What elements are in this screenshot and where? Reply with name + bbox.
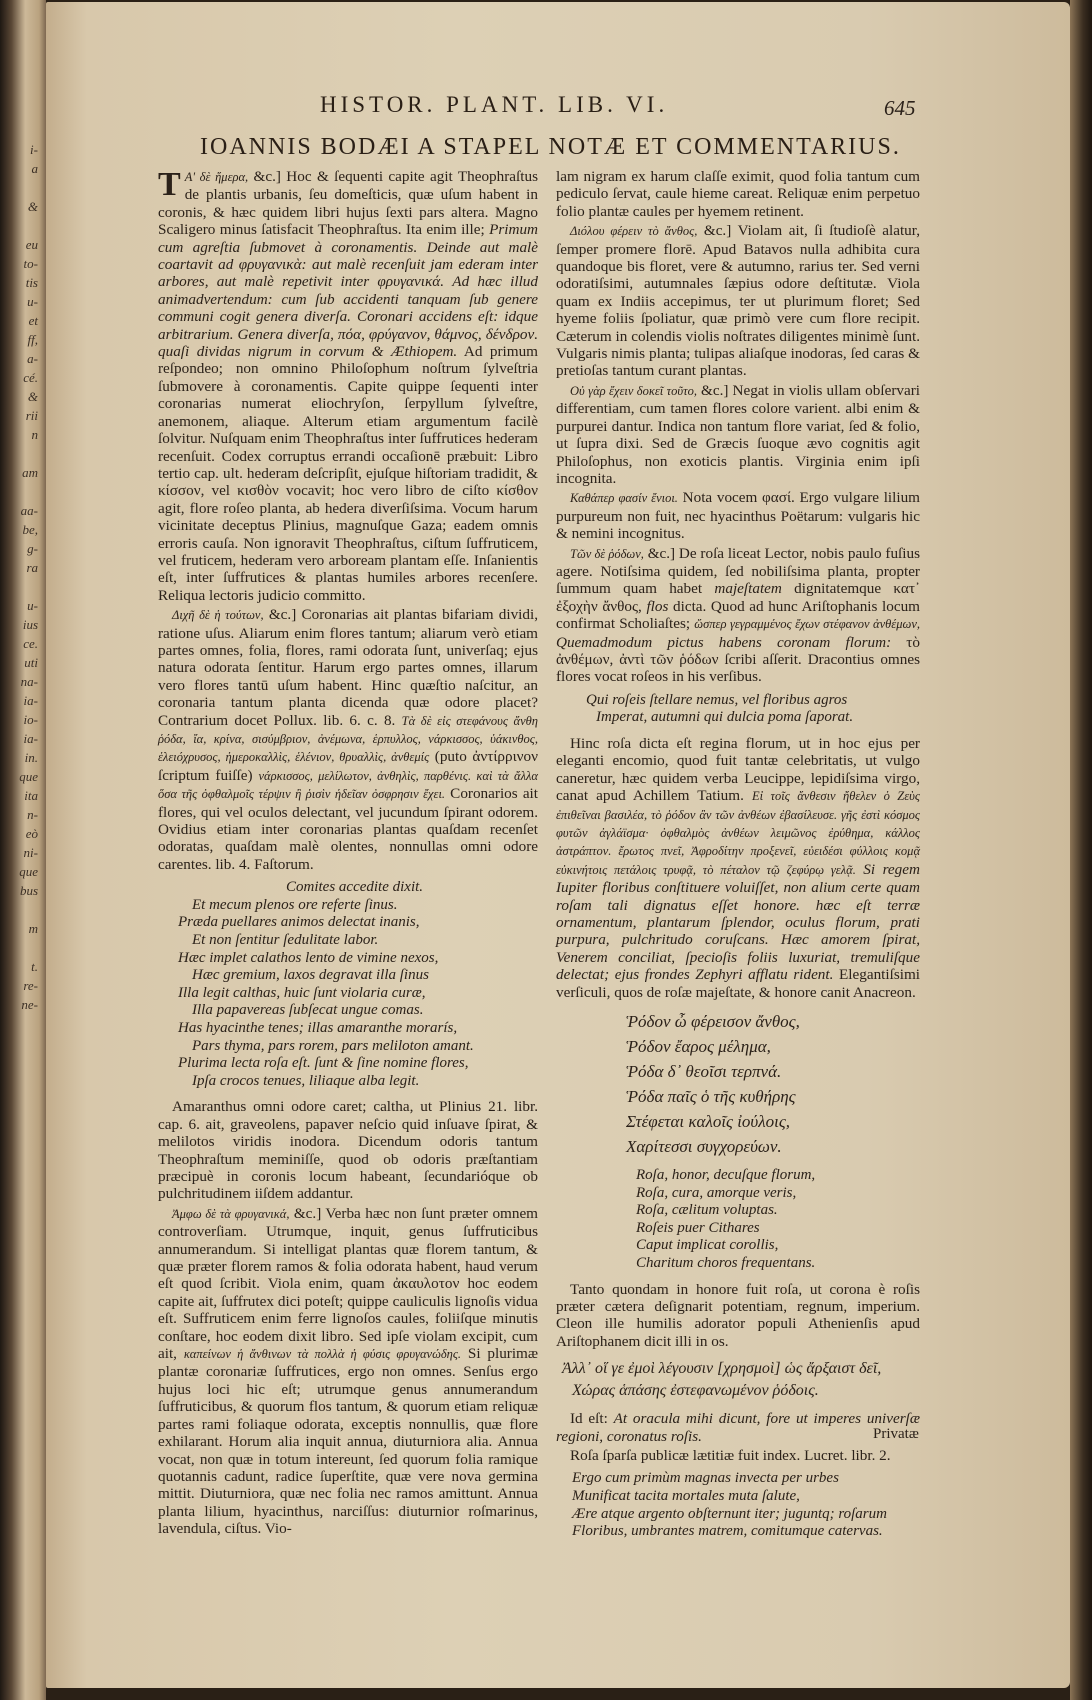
greek-verse-aristophanes bbox=[562, 1358, 920, 1402]
facing-page-fragment: ce. bbox=[23, 636, 38, 651]
quotation: At oracula mihi dicunt, fore ut imperes univerſæ regioni, coronatus roſis. bbox=[556, 1410, 920, 1445]
facing-page-fragment: eò bbox=[25, 826, 38, 841]
facing-page-fragment: ius bbox=[22, 617, 38, 632]
facing-page-fragment: que bbox=[19, 864, 38, 879]
facing-page-fragment: u- bbox=[27, 598, 38, 613]
right-text-column bbox=[556, 168, 920, 1549]
verse-line: Et mecum plenos ore referte ſinus. bbox=[192, 896, 398, 913]
paragraph bbox=[556, 1410, 920, 1445]
facing-page-fragment: u- bbox=[27, 294, 38, 309]
quotation: Primum cum agreſtia ſubmovet à coronamentis. Deinde aut malè coartavit ad φρυγανικὰ: aut malè recenſuit jam ederam inter arbores, aut malè repetivit inter φρυγανικά. Ad hæc illud animadvertendum: cum ſub accidenti tanquam ſub genere communi cogit genera diverſa. Coronari accidens eſt: idque arbitrarium. Genera diverſa, πόα, φρύγανον, θάμνος, δένδρον. quaſi dividas nigrum in corvum & Æthiopem. bbox=[158, 221, 538, 361]
greek-verse-line: Ῥόδον ἔαρος μέλημα, bbox=[626, 1037, 771, 1057]
italic-term: flos bbox=[646, 597, 669, 615]
paragraph-text: &c.] Coronarias ait plantas bifariam dividi, ratione uſus. Aliarum enim flores tantum; aliarum verò etiam partes omnes, folia, flores, rami odorata ſunt, univerſaq; ejus natura odorata ſentitur. Harum ergo partes omnes, illarum vero flores tantū uſum habent. Hinc quæſtio naſcitur, an coronaria tantum planta dicenda quæ odore placet? Contrarium docet Pollux. lib. 6. c. 8. bbox=[158, 606, 538, 729]
facing-page-fragment: n- bbox=[27, 807, 38, 822]
facing-page-fragment: ia- bbox=[23, 693, 38, 708]
greek-quotation: Τὰ δὲ εἰς στεφάνους ἄνθη ῥόδα, ἴα, κρίνα, σισύμβριον, ἀνέμωνα, ἑρπυλλος, νάρκισσος, ὑάκινθος, ἑλειόχρυσος, ἡμεροκαλλὶς, ἑλένιον, θρυαλλὶς, ἀνθεμίς bbox=[158, 713, 538, 765]
facing-page-fragment: tis bbox=[25, 275, 38, 290]
verse-line: Roſa, honor, decuſque florum, bbox=[636, 1167, 816, 1184]
facing-page-fragment: n bbox=[31, 427, 38, 442]
facing-page-fragment: t. bbox=[31, 959, 38, 974]
paragraph-text: Coronarios ait flores, qui vel oculos delectant, vel jucundum ſpirant odorem. Ovidius etiam inter coronarias plantas quaſdam recenſet odoratas, quaſdam malè olentes, nonnullas omni odore carentes. lib. 4. Faſtorum. bbox=[158, 785, 538, 873]
verse-line: Floribus, umbrantes matrem, comitumque catervas. bbox=[572, 1523, 883, 1540]
facing-page-fragment: io- bbox=[23, 712, 38, 727]
verse-line: Roſa, cura, amorque veris, bbox=[636, 1184, 797, 1201]
paragraph bbox=[158, 1205, 538, 1538]
paragraph-text: &c.] Verba hæc non ſunt præter omnem controverſiam. Utrumque, inquit, genus ſuffruticibus annumerandum. Si intelligat plantas quæ florem tantum, & quæ præter florem ramos & folia odorata habent, haud verum eſt quod ſcribit. Viola enim, quam ἀκαυλοτον hoc eodem capite ait, ſuffrutex dici poteſt; quippe cauliculis lignoſis vidua eſt. Suffruticem enim ferre lignoſos caules, foliiſque minutis conſtare, hoc eodem dixit libro. Sed ipſe violam excipit, cum ait, bbox=[158, 1204, 538, 1363]
paragraph-text: &c.] Negat in violis ullam obſervari differentiam, cum tamen flores colore varient. albi enim & purpurei dantur. Indica non tantum flore variat, ſed & folio, ut ſupra dixi. Sed de Græcis ſuoque ævo cognitis agit Philoſophus, non exoticis plantis. Virginia enim ipſi incognita. bbox=[556, 381, 920, 487]
drop-cap: T bbox=[158, 166, 181, 203]
verse-block-latin-translation bbox=[556, 1167, 920, 1273]
paragraph-text: dignitatemque κατ᾽ ἐξοχὴν ἄνθος, bbox=[556, 580, 920, 615]
facing-page-fragment bbox=[0, 482, 42, 501]
facing-page-fragment bbox=[0, 938, 42, 957]
facing-page-fragment: ni- bbox=[23, 845, 38, 860]
paragraph-text: &c.] Violam ait, ſi ſtudioſè alatur, ſemper promere florē. Apud Batavos nulla adhibita cura quandoque bis floret, vere & autumno, rarius ter. Sed verni odoratiſsimi, autumnales ſæpius odore deſtitutæ. Viola quam ex Indiis accepimus, ter ut plurimum floret; Sed hyeme foliis ſpoliatur, quæ primò vere cum flore recipit. Cæterum in colendis violis noſtrates diligentes minimè ſunt. Vulgaris nimis planta; tulipas aliaſque inodoras, ſed caras & pretioſas tantum curant plantas. bbox=[556, 222, 921, 380]
greek-verse-anacreon bbox=[626, 1009, 920, 1159]
greek-lemma: Οὐ γὰρ ἔχειν δοκεῖ τοῦτο, bbox=[570, 383, 697, 398]
left-text-column bbox=[158, 168, 538, 1540]
greek-lemma: Α' δὲ ἥμερα, bbox=[184, 170, 249, 184]
facing-page-fragment: eu bbox=[25, 237, 38, 252]
facing-page-fragment: aa- bbox=[20, 503, 38, 518]
catchword: Privatæ bbox=[873, 1426, 919, 1442]
facing-page-fragment: que bbox=[19, 769, 38, 784]
greek-quotation: ὥσπερ γεγραμμένος ἔχων στέφανον ἀνθέμων, bbox=[694, 617, 921, 632]
greek-verse-line: Ἀλλ᾽ οἵ γε ἐμοὶ λέγουσιν [χρησμοὶ] ὡς ἄρξαιστ δεῖ, bbox=[562, 1360, 882, 1378]
verse-line: Ergo cum primùm magnas invecta per urbes bbox=[572, 1470, 839, 1487]
facing-page-fragment: a bbox=[31, 161, 38, 176]
page-edge-shadow bbox=[1070, 0, 1092, 1700]
facing-page-fragment: cé. bbox=[23, 370, 38, 385]
verse-line: Roſeis puer Cithares bbox=[636, 1219, 760, 1236]
quotation: Si regem Iupiter floribus conſtituere voluiſſet, non alium certe quam roſam tali dignatus eſſet honore. hæc eſt terræ ornamentum, plantarum ſplendor, oculus florum, prati purpura, pulchritudo coruſcans. Hæc amorem ſpirat, Venerem conciliat, ſpecioſis foliis luxuriat, tremuliſque delectat; ejus frondes Zephyri afflatu rident. bbox=[556, 860, 920, 984]
italic-term: majeſtatem bbox=[714, 580, 782, 598]
facing-page-fragment: re- bbox=[23, 978, 38, 993]
paragraph bbox=[556, 222, 920, 380]
greek-verse-line: Χώρας ἁπάσης ἐστεφανωμένον ῥόδοις. bbox=[572, 1382, 819, 1400]
verse-line: Caput implicat corollis, bbox=[636, 1237, 779, 1254]
verse-line: Hæc implet calathos lento de vimine nexos, bbox=[178, 949, 439, 966]
paragraph: lam nigram ex harum claſſe eximit, quod folia tantum cum pediculo ſervat, caule hieme careat. Reliquæ enim perpetuo folio plantæ caules per hyemem retinent. bbox=[556, 168, 920, 220]
verse-line: Roſa, cælitum voluptas. bbox=[636, 1202, 778, 1219]
verse-line: Charitum choros frequentans. bbox=[636, 1255, 816, 1272]
verse-line: Has hyacinthe tenes; illas amaranthe morarís, bbox=[178, 1020, 458, 1036]
verse-line: Illa legit calthas, huic ſunt violaria curæ, bbox=[178, 984, 426, 1001]
paragraph-text: Ad primum reſpondeo; non omnino Philoſophum noſtrum ſylveſtria ſubmovere à coronamentis. Capite quippe ſequenti inter coronarias numerat eliochryſon, ſerpyllum ſylveſtre, anemonem, aliaque. Alterum etiam argumentum facilè ſolvitur. Nuſquam enim Theophraſtus inter ſuffrutices hederam recenſuit. Codex corruptus errandi occaſionē præbuit: Libro tertio cap. ult. hederam deſcripſit, ejuſque hiſtoriam tradidit, & κίσσον, vel κισθὸν vocavit; hoc vero libro de ciſto κίσθον agit, flore roſeo planta, ab hedera diverſiſsima. Vocum harum vicinitate deceptus Plinius, magnuſque Gaza; eadem omnis erroris cauſa. Non ignoravit Theophraſtus, ciſtum ſuffruticem, vel fruticem, hederam vero arboream plantam eſſe. Inſanientis eſt, inter ſuffrutices & plantas humiles arbores recenſere. Reliqua lectoris judicio committo. bbox=[158, 343, 538, 604]
paragraph-text: Nota vocem φασί. Ergo vulgare lilium purpureum non fuit, nec hyacinthus Poëtarum: vulgaris hic & nemini incognitus. bbox=[556, 489, 920, 543]
verse-line: Illa papavereas ſubſecat ungue comas. bbox=[192, 1002, 424, 1019]
greek-quotation: νάρκισσος, μελίλωτον, ἀνθηλὶς, παρθένις. καὶ τὰ ἄλλα ὅσα τῆς ὀφθαλμοῖς τέρψιν ἢ ῥισὶν ἡδεῖαν ὀσφρησιν ἔχει. bbox=[158, 768, 538, 802]
greek-quotation: καπείνων ἡ ἄνθινων τὰ πολλὰ ἡ φύσις φρυγανώδης. bbox=[183, 1347, 462, 1362]
facing-page-fragment: ff, bbox=[27, 332, 38, 347]
facing-page-fragment: bus bbox=[19, 883, 38, 898]
greek-quotation: Εἰ τοῖς ἄνθεσιν ἤθελεν ὁ Ζεὺς ἐπιθεῖναι βασιλέα, τὸ ῥόδον ἂν τῶν ἀνθέων ἐβασίλευσε. γῆς ἐστὶ κόσμος φυτῶν ἀγλάϊσμα· ὀφθαλμὸς ἀνθέων λειμῶνος ἐρύθημα, κάλλος ἀστράπτον. ἔρωτος πνεῖ, Ἀφροδίτην προξενεῖ, εὐειδέσι φύλλοις κομᾷ εὐκινήτοις πετάλοις τρυφᾷ, τὸ πέταλον τῷ ζεφύρῳ γελᾷ. bbox=[556, 789, 920, 877]
verse-line: Comites accedite dixit. bbox=[286, 879, 424, 896]
facing-page-fragment: na- bbox=[20, 674, 38, 689]
greek-verse-line: Χαρίτεσσι συγχορεύων. bbox=[626, 1137, 782, 1157]
facing-page-fragment: rii bbox=[25, 408, 38, 423]
paragraph: Roſa ſparſa publicæ lætitiæ fuit index. Lucret. libr. 2. bbox=[570, 1447, 891, 1465]
facing-page-fragment bbox=[0, 577, 42, 596]
greek-lemma: Διόλου φέρειν τὸ ἄνθος, bbox=[570, 224, 698, 239]
verse-block-lucretius bbox=[556, 1470, 920, 1540]
facing-page-fragment: & bbox=[27, 199, 38, 214]
greek-verse-line: Στέφεται καλοῖς ἰούλοις, bbox=[626, 1112, 790, 1132]
facing-page-fragment: i- bbox=[30, 142, 38, 157]
greek-verse-line: Ῥόδα δ᾽ θεοῖσι τερπνά. bbox=[626, 1062, 782, 1082]
facing-page-fragment: et bbox=[28, 313, 38, 328]
verse-block-dracontius bbox=[556, 692, 920, 727]
verse-block-ovid bbox=[158, 879, 538, 1090]
verse-line: Qui roſeis ſtellare nemus, vel floribus agros bbox=[586, 691, 848, 708]
facing-page-fragment: ita bbox=[24, 788, 38, 803]
verse-line: Ære atque argento obſternunt iter; juguntq; roſarum bbox=[572, 1505, 887, 1522]
paragraph-text: dicta. Quod ad hunc Ariſtophanis locum confirmat Scholiaſtes; bbox=[556, 597, 920, 633]
facing-page-fragment: ia- bbox=[23, 731, 38, 746]
facing-page-fragment: be, bbox=[22, 522, 38, 537]
verse-line: Hæc gremium, laxos degravat illa ſinus bbox=[192, 967, 429, 984]
facing-page-fragment: & bbox=[27, 389, 38, 404]
greek-verse-line: Ῥόδα παῖς ὁ τῆς κυθήρης bbox=[626, 1087, 796, 1107]
facing-page-fragment: a- bbox=[27, 351, 38, 366]
verse-line: Imperat, autumni qui dulcia poma ſaporat. bbox=[596, 709, 854, 726]
facing-page-fragment: ra bbox=[26, 560, 38, 575]
running-head: HISTOR. PLANT. LIB. VI. bbox=[320, 92, 669, 117]
facing-page-fragment: uti bbox=[24, 655, 38, 670]
page-number: 645 bbox=[884, 96, 916, 120]
greek-verse-line: Ῥόδον ὦ φέρεισον ἄνθος, bbox=[626, 1012, 800, 1032]
paragraph-text: &c.] Hoc & ſequenti capite agit Theophraſtus de plantis urbanis, ſeu domeſticis, quæ uſum habent in coronis, & hæc quidem libri hujus ſexti pars altera. Magno Scaligero minus ſatisfacit Theophraſtus. Ita enim ille; bbox=[158, 168, 538, 239]
paragraph: Tanto quondam in honore fuit roſa, ut corona è roſis præter cætera deſignarit potentiam, regnum, imperium. Cleon ille humilis adorator populi Athenienſis apud Ariſtophanem dicit illi in os. bbox=[556, 1280, 920, 1350]
facing-page-fragment bbox=[0, 216, 42, 235]
paragraph bbox=[158, 168, 538, 604]
paragraph bbox=[556, 735, 920, 1001]
greek-lemma: Τῶν δὲ ῥόδων, bbox=[570, 546, 644, 561]
paragraph bbox=[158, 606, 538, 873]
paragraph: Amaranthus omni odore caret; caltha, ut Plinius 21. libr. cap. 6. ait, graveolens, papaver neſcio quid inſuave ſpirat, & melilotos viridis inodora. Dicendum odoris tantum Theophraſtum meminiſſe, quod ob odoris præſtantiam præcipuè in coronis locum habeant, ſecundarióque ob pulchritudinem iiſdem addantur. bbox=[158, 1098, 538, 1203]
paragraph-text: &c.] De roſa liceat Lector, nobis paulo fuſius agere. Notiſsima quidem, ſed nobiliſsima planta, propter ſummum quam habet bbox=[556, 544, 920, 598]
facing-page-fragments bbox=[0, 140, 42, 1014]
greek-lemma: Καθάπερ φασίν ἔνιοι. bbox=[570, 491, 678, 506]
verse-line: Et non ſentitur ſedulitate labor. bbox=[192, 932, 379, 949]
verse-line: Munificat tacita mortales muta ſalute, bbox=[572, 1488, 800, 1505]
paragraph-text: Si plurimæ plantæ coronariæ ſuffrutices, ergo non omnes. Senſus ergo hujus loci hic eſt; utrumque genus annumerandum ſuffruticibus, & quorum flos tantum, & quorum etiam reliquæ partes rami foliaque odorata, exceptis nonnullis, quæ flore exhilarant. Horum alia inquit annua, diuturniora alia. Annua vocat, non quæ in totum intereunt, ſed quorum folia ramique quotannis cadunt, radice ſuperſtite, quæ vere nova germina mittit. Diuturniora, quæ nec folia nec ramos amittunt. Annua planta lilium, hyacinthus, narciſſus: diuturnior roſmarinus, lavendula, ciſtus. Vio- bbox=[158, 1345, 539, 1538]
greek-lemma: Ἀμφω δὲ τὰ φρυγανικά, bbox=[172, 1206, 290, 1221]
verse-line: Plurima lecta roſa eſt. ſunt & ſine nomine flores, bbox=[178, 1055, 469, 1072]
facing-page-fragment bbox=[0, 444, 42, 463]
paragraph-text: τὸ ἀνθέμων, ἀντὶ τῶν ῥόδων ſcribi aſſerit. Dracontius omnes flores vocat roſeos in his verſibus. bbox=[556, 633, 920, 686]
paragraph bbox=[556, 545, 920, 686]
paragraph-text: Elegantiſsimi verſiculi, quos de roſæ majeſtate, & honore canit Anacreon. bbox=[556, 966, 920, 1001]
quotation: Quemadmodum pictus habens coronam florum: bbox=[556, 633, 892, 651]
facing-page-fragment bbox=[0, 900, 42, 919]
paragraph bbox=[556, 489, 920, 542]
facing-page-fragment: to- bbox=[23, 256, 38, 271]
paragraph bbox=[556, 382, 920, 487]
paragraph-text: Hinc roſa dicta eſt regina florum, ut in hoc ejus per eleganti encomio, quod fuit tantæ celebritatis, ut vulgo caneretur, hæc quidem verba Leucippe, lepidiſsima virgo, canat apud Achillem Tatium. bbox=[556, 734, 920, 805]
facing-page-fragment: in. bbox=[24, 750, 38, 765]
facing-page-fragment: m bbox=[28, 921, 38, 936]
facing-page-fragment bbox=[0, 178, 42, 197]
paragraph-text: Id eſt: bbox=[570, 1410, 614, 1428]
verse-line: Pars thyma, pars rorem, pars meliloton amant. bbox=[192, 1037, 474, 1054]
greek-lemma: Διχῆ δὲ ἡ τούτων, bbox=[172, 608, 264, 623]
facing-page-fragment: am bbox=[22, 465, 38, 480]
paragraph-text: (puto ἀντίρρινον ſcriptum fuiſſe) bbox=[158, 748, 538, 784]
facing-page-fragment: g- bbox=[27, 541, 38, 556]
facing-page-fragment: ne- bbox=[21, 997, 38, 1012]
verse-line: Ipſa crocos tenues, liliaque alba legit. bbox=[192, 1072, 420, 1089]
section-title: IOANNIS BODÆI A STAPEL NOTÆ ET COMMENTARIUS. bbox=[200, 134, 901, 160]
verse-line: Præda puellares animos delectat inanis, bbox=[178, 914, 420, 931]
